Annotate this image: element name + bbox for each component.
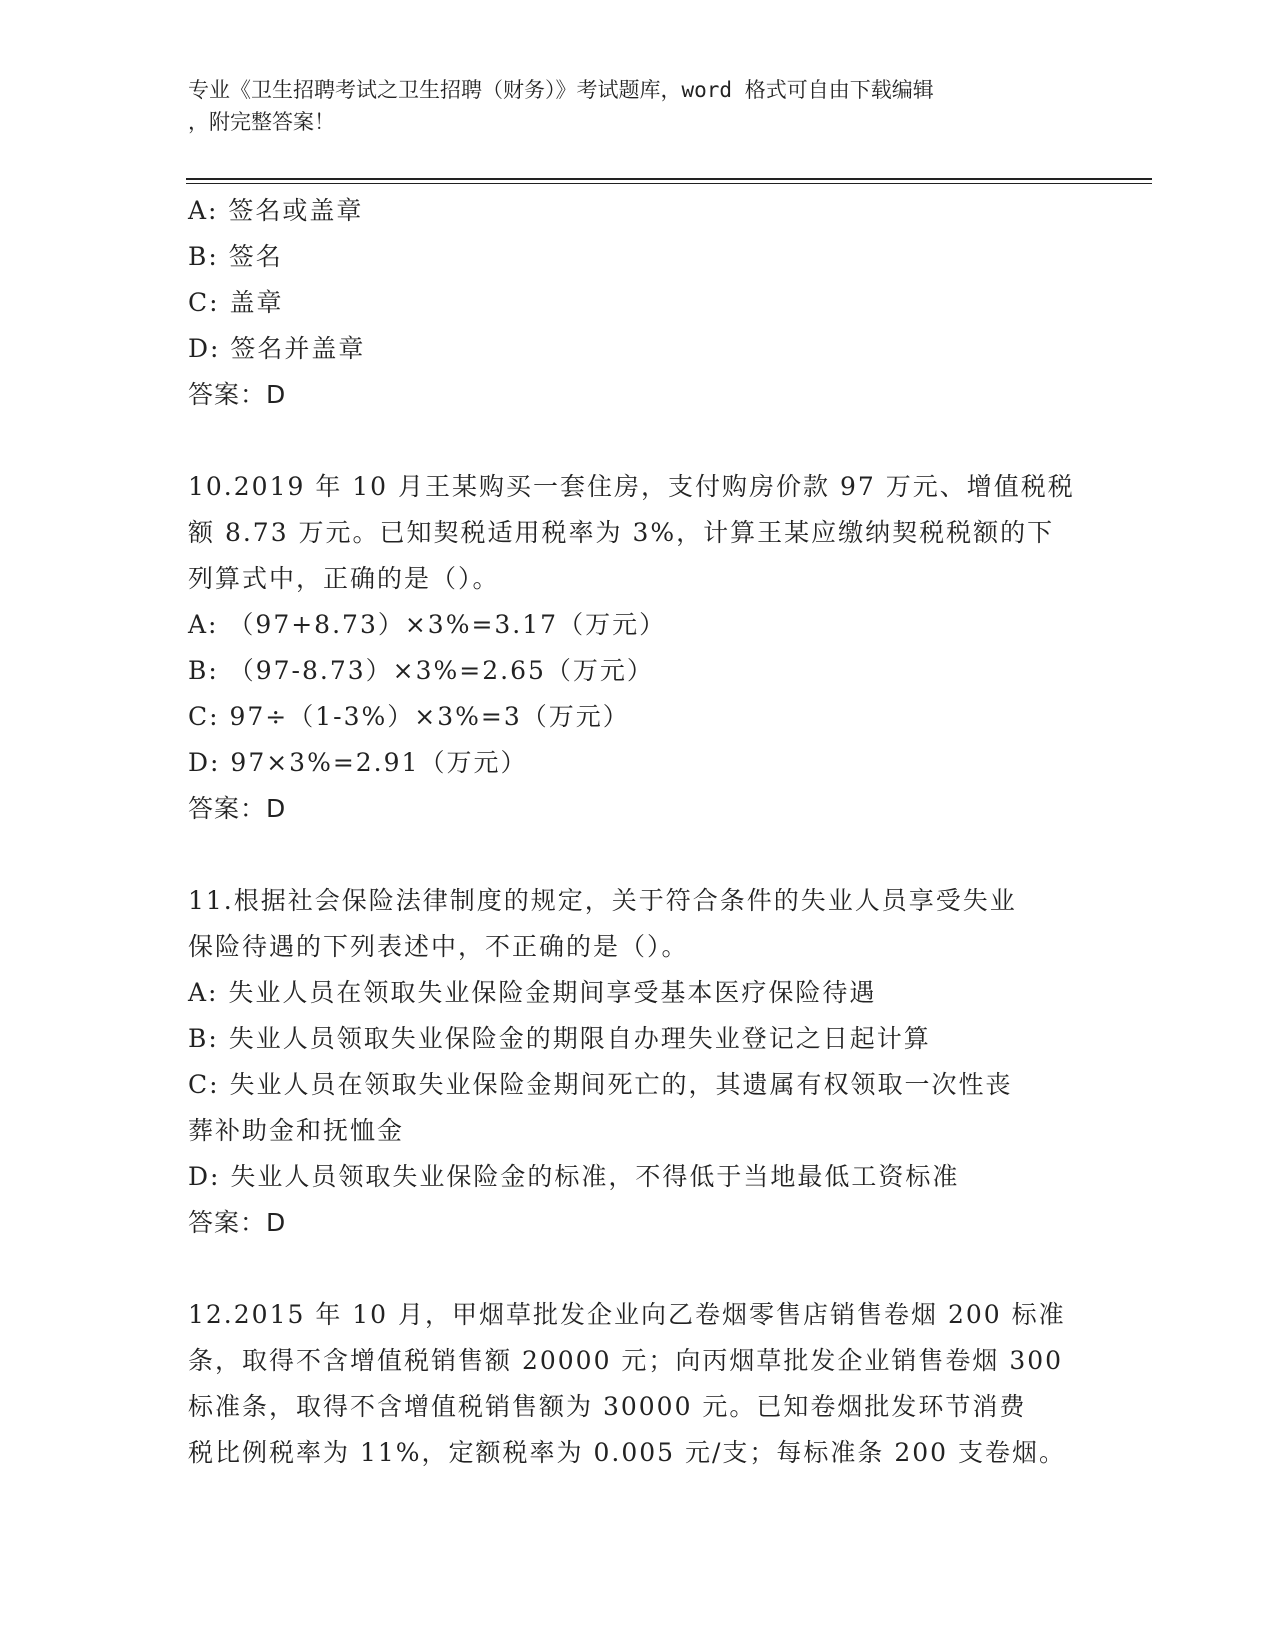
header-line-1: 专业《卫生招聘考试之卫生招聘（财务）》考试题库，word 格式可自由下载编辑 [188, 78, 934, 102]
header-divider [186, 178, 1152, 180]
option-c-continued: 葬补助金和抚恤金 [188, 1116, 405, 1145]
option-b: B: （97-8.73）×3%=2.65（万元） [188, 656, 654, 685]
question-stem-line: 11.根据社会保险法律制度的规定，关于符合条件的失业人员享受失业 [188, 886, 1017, 915]
option-d: D: 签名并盖章 [188, 334, 366, 363]
answer: 答案：D [188, 380, 287, 409]
option-a: A: 失业人员在领取失业保险金期间享受基本医疗保险待遇 [188, 978, 877, 1007]
question-stem-line: 列算式中，正确的是（）。 [188, 564, 500, 593]
question-content [188, 188, 1088, 1476]
question-9 [188, 188, 1088, 418]
option-c: C: 97÷（1-3%）×3%=3（万元） [188, 702, 630, 731]
document-header [188, 74, 1068, 138]
option-a: A: 签名或盖章 [188, 196, 364, 225]
question-stem-line: 标准条，取得不含增值税销售额为 30000 元。已知卷烟批发环节消费 [188, 1392, 1027, 1421]
question-stem-line: 10.2019 年 10 月王某购买一套住房，支付购房价款 97 万元、增值税税 [188, 472, 1075, 501]
question-stem-line: 保险待遇的下列表述中，不正确的是（）。 [188, 932, 689, 961]
option-b: B: 失业人员领取失业保险金的期限自办理失业登记之日起计算 [188, 1024, 931, 1053]
option-d: D: 97×3%=2.91（万元） [188, 748, 528, 777]
question-stem-line: 额 8.73 万元。已知契税适用税率为 3%，计算王某应缴纳契税税额的下 [188, 518, 1055, 547]
question-10 [188, 464, 1088, 832]
option-d: D: 失业人员领取失业保险金的标准，不得低于当地最低工资标准 [188, 1162, 960, 1191]
header-line-2: ，附完整答案！ [188, 110, 335, 134]
question-12 [188, 1292, 1088, 1476]
question-stem-line: 条，取得不含增值税销售额 20000 元；向丙烟草批发企业销售卷烟 300 [188, 1346, 1064, 1375]
option-a: A: （97+8.73）×3%=3.17（万元） [188, 610, 667, 639]
answer: 答案：D [188, 1208, 287, 1237]
question-11 [188, 878, 1088, 1246]
option-c: C: 失业人员在领取失业保险金期间死亡的，其遗属有权领取一次性丧 [188, 1070, 1013, 1099]
option-b: B: 签名 [188, 242, 283, 271]
question-stem-line: 12.2015 年 10 月，甲烟草批发企业向乙卷烟零售店销售卷烟 200 标准 [188, 1300, 1066, 1329]
answer: 答案：D [188, 794, 287, 823]
header-divider-thin [186, 183, 1152, 184]
question-stem-line: 税比例税率为 11%，定额税率为 0.005 元/支；每标准条 200 支卷烟。 [188, 1438, 1067, 1467]
option-c: C: 盖章 [188, 288, 284, 317]
